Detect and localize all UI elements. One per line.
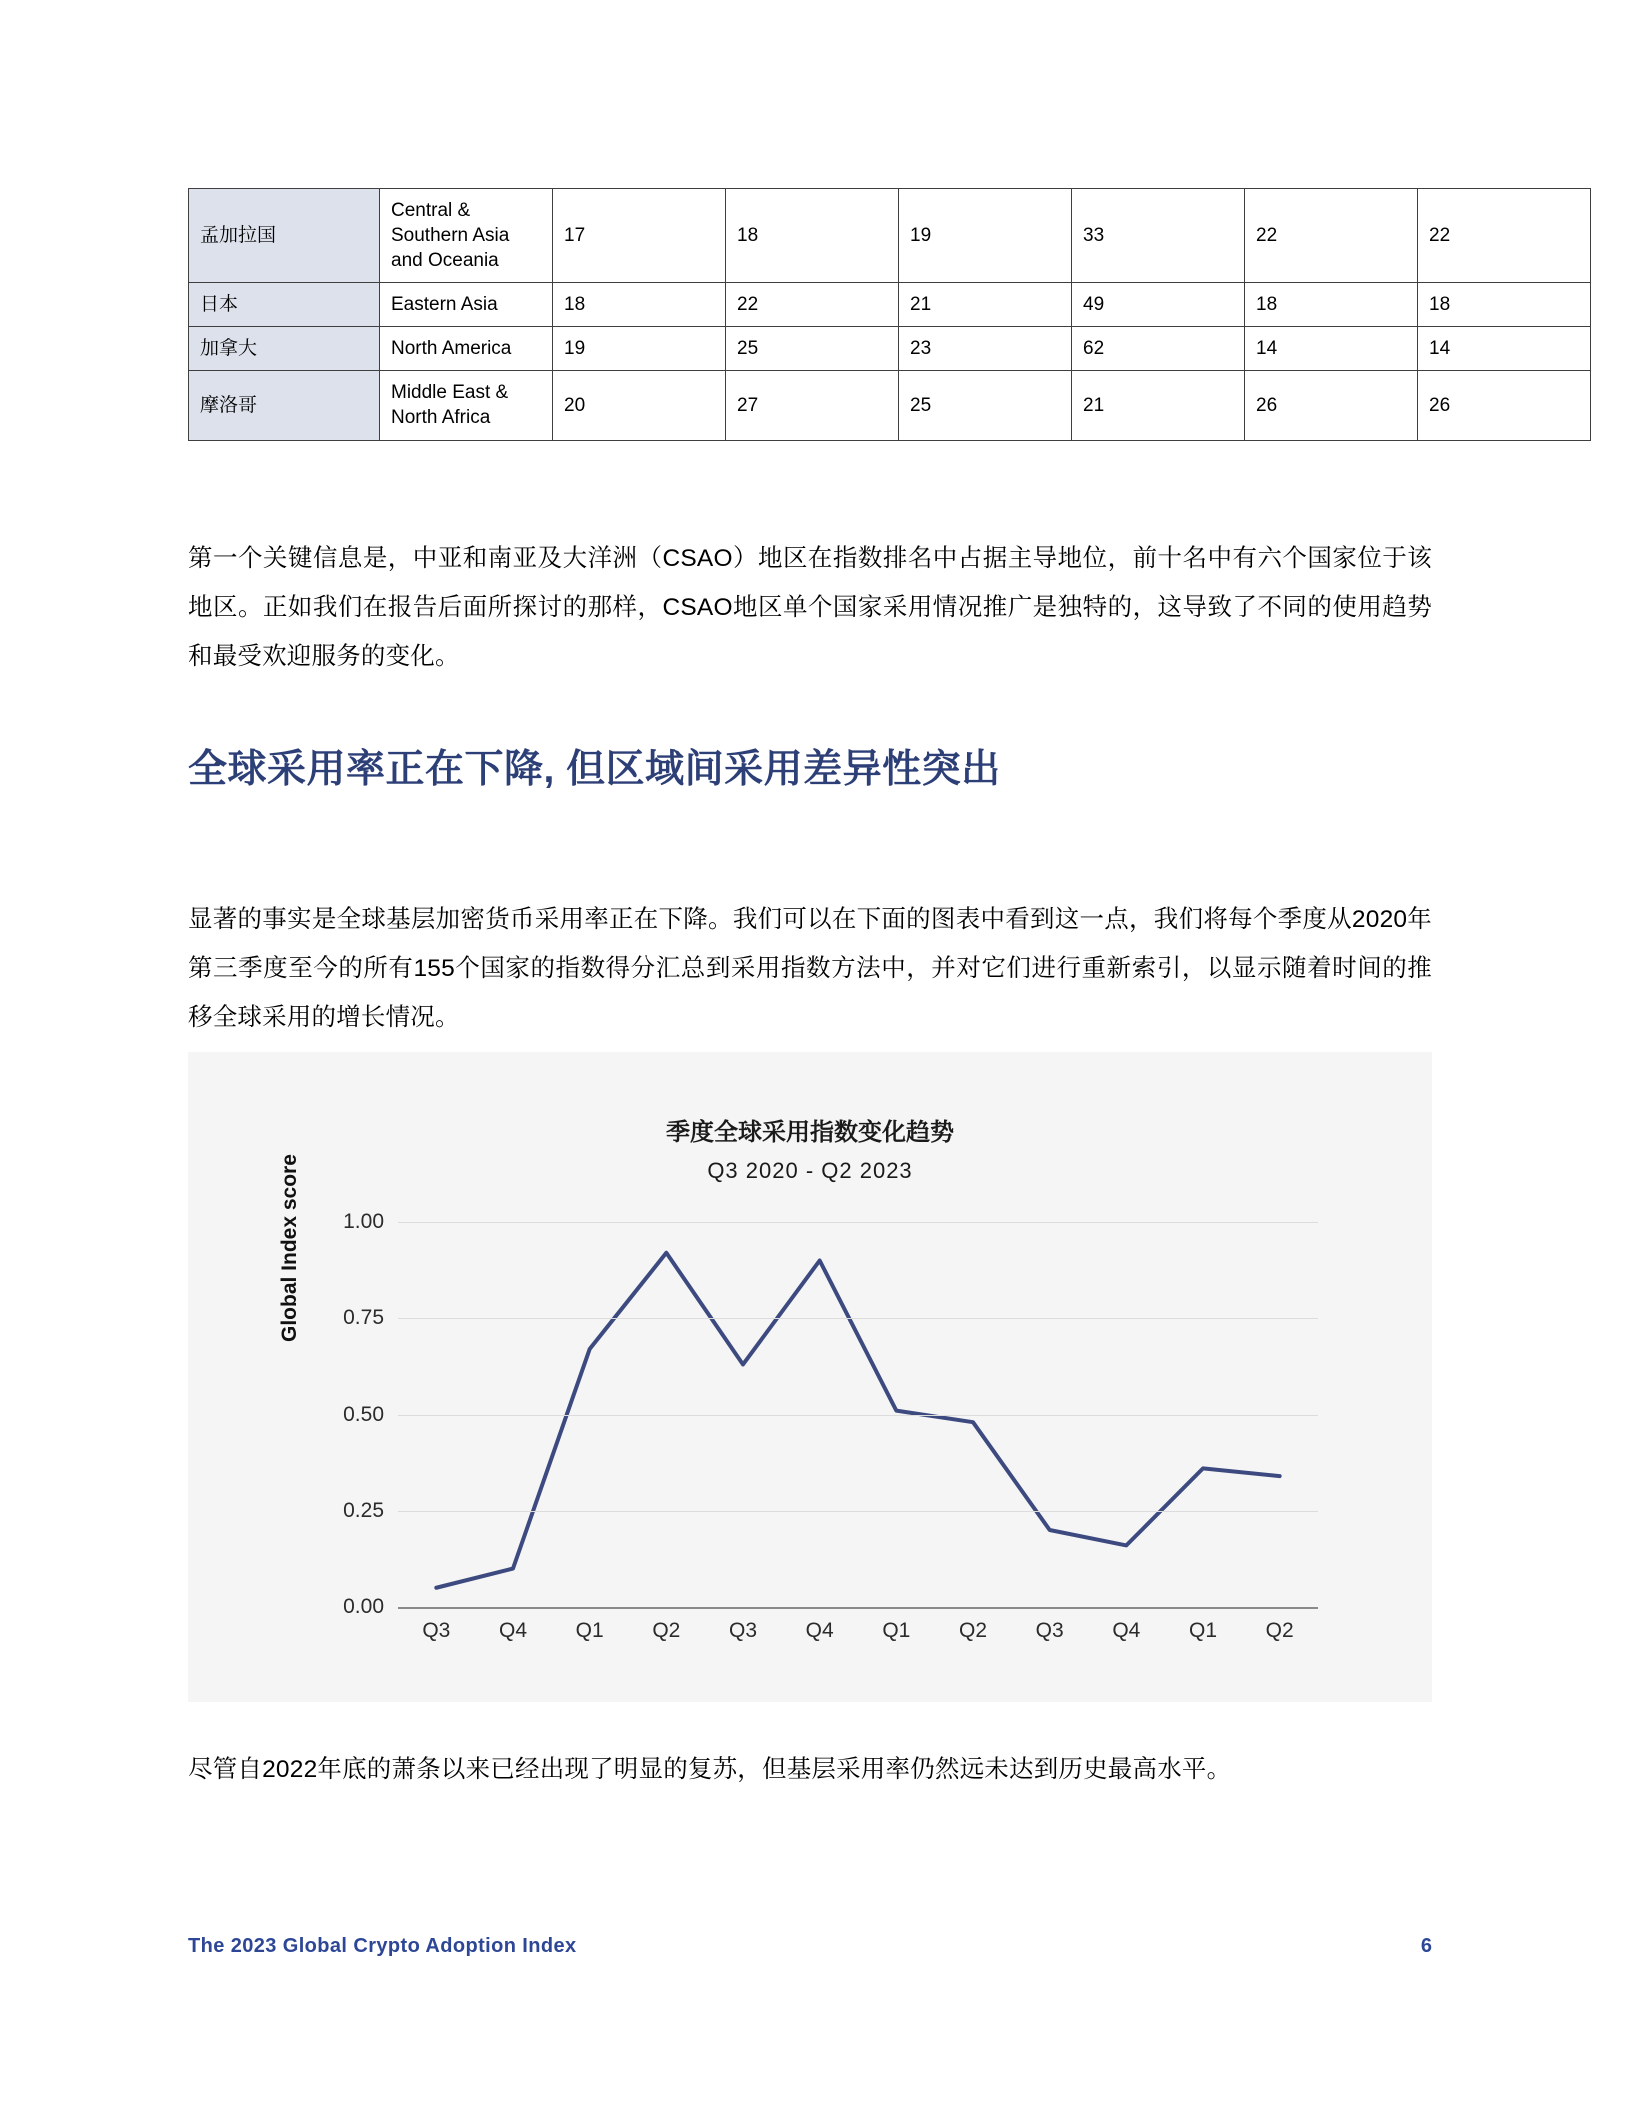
- cell-value-1: 17: [553, 189, 726, 283]
- cell-value-1: 20: [553, 371, 726, 440]
- cell-value-3: 23: [899, 327, 1072, 371]
- cell-region: Eastern Asia: [380, 283, 553, 327]
- chart-x-tick-label: Q2: [958, 1619, 988, 1642]
- section-heading: 全球采用率正在下降, 但区域间采用差异性突出: [188, 748, 1001, 791]
- table-row: [189, 327, 1591, 371]
- cell-region: Central & Southern Asia and Oceania: [380, 189, 553, 283]
- cell-value-2: 22: [726, 283, 899, 327]
- cell-country: 加拿大: [189, 327, 380, 371]
- chart-x-tick-label: Q1: [882, 1619, 911, 1642]
- cell-value-4: 49: [1072, 283, 1245, 327]
- chart-x-tick-label: Q3: [728, 1619, 758, 1642]
- chart-gridline: [398, 1318, 1318, 1319]
- table-body: [189, 189, 1591, 441]
- footer-page-number: 6: [1420, 1935, 1432, 1957]
- chart-y-tick-label: 0.50: [343, 1402, 384, 1426]
- chart-y-tick-label: 0.25: [343, 1498, 384, 1522]
- cell-value-3: 21: [899, 283, 1072, 327]
- chart-x-tick-label: Q1: [575, 1619, 604, 1642]
- chart-y-tick-label: 0.00: [343, 1595, 384, 1618]
- chart-x-tick-label: Q3: [1035, 1619, 1064, 1642]
- paragraph-chart-intro: 显著的事实是全球基层加密货币采用率正在下降。我们可以在下面的图表中看到这一点，我们将每个季度从2020年第三季度至今的所有155个国家的指数得分汇总到采用指数方法中，并对它们进行重新索引，以显示随着时间的推移全球采用的增长情况。: [188, 906, 1432, 1031]
- chart-subtitle: Q3 2020 - Q2 2023: [707, 1158, 913, 1183]
- cell-value-6: 14: [1418, 327, 1591, 371]
- chart-line-path: [436, 1253, 1279, 1588]
- cell-value-3: 25: [899, 371, 1072, 440]
- table-row: [189, 189, 1591, 283]
- chart-y-tick-label: 0.75: [343, 1306, 384, 1330]
- chart-plot-area: [343, 1210, 1318, 1642]
- cell-value-5: 14: [1245, 327, 1418, 371]
- chart-gridline: [398, 1415, 1318, 1416]
- cell-value-5: 26: [1245, 371, 1418, 440]
- chart-gridline: [398, 1607, 1318, 1609]
- cell-value-4: 62: [1072, 327, 1245, 371]
- cell-value-2: 27: [726, 371, 899, 440]
- chart-x-tick-label: Q3: [422, 1619, 451, 1642]
- cell-value-6: 22: [1418, 189, 1591, 283]
- cell-value-1: 18: [553, 283, 726, 327]
- chart-y-tick-label: 1.00: [343, 1210, 384, 1233]
- chart-x-tick-label: Q1: [1188, 1619, 1218, 1642]
- cell-value-2: 25: [726, 327, 899, 371]
- cell-value-5: 22: [1245, 189, 1418, 283]
- chart-x-tick-label: Q2: [652, 1619, 681, 1642]
- chart-x-tick-label: Q4: [1112, 1619, 1141, 1642]
- cell-value-6: 26: [1418, 371, 1591, 440]
- footer-document-title: The 2023 Global Crypto Adoption Index: [188, 1935, 577, 1957]
- cell-country: 孟加拉国: [189, 189, 380, 283]
- cell-region: North America: [380, 327, 553, 371]
- cell-value-1: 19: [553, 327, 726, 371]
- cell-country: 摩洛哥: [189, 371, 380, 440]
- page-footer: [188, 1935, 1432, 1958]
- paragraph-recovery-note: 尽管自2022年底的萧条以来已经出现了明显的复苏，但基层采用率仍然远未达到历史最高水平。: [188, 1756, 1232, 1783]
- cell-region: Middle East & North Africa: [380, 371, 553, 440]
- cell-value-6: 18: [1418, 283, 1591, 327]
- adoption-index-chart: [188, 1052, 1432, 1702]
- cell-value-5: 18: [1245, 283, 1418, 327]
- cell-value-4: 21: [1072, 371, 1245, 440]
- cell-country: 日本: [189, 283, 380, 327]
- table-row: [189, 283, 1591, 327]
- cell-value-4: 33: [1072, 189, 1245, 283]
- cell-value-2: 18: [726, 189, 899, 283]
- chart-title: 季度全球采用指数变化趋势: [666, 1119, 954, 1146]
- table-row: [189, 371, 1591, 440]
- chart-x-tick-label: Q4: [805, 1619, 834, 1642]
- chart-gridline: [398, 1222, 1318, 1223]
- country-rank-table: [188, 188, 1591, 441]
- chart-gridline: [398, 1511, 1318, 1512]
- paragraph-csao-summary: 第一个关键信息是，中亚和南亚及大洋洲（CSAO）地区在指数排名中占据主导地位，前十名中有六个国家位于该地区。正如我们在报告后面所探讨的那样，CSAO地区单个国家采用情况推广是独特的，这导致了不同的使用趋势和最受欢迎服务的变化。: [188, 545, 1432, 670]
- chart-y-axis-label: Global Index score: [278, 1154, 301, 1342]
- cell-value-3: 19: [899, 189, 1072, 283]
- chart-x-tick-label: Q4: [498, 1619, 528, 1642]
- chart-x-tick-label: Q2: [1265, 1619, 1294, 1642]
